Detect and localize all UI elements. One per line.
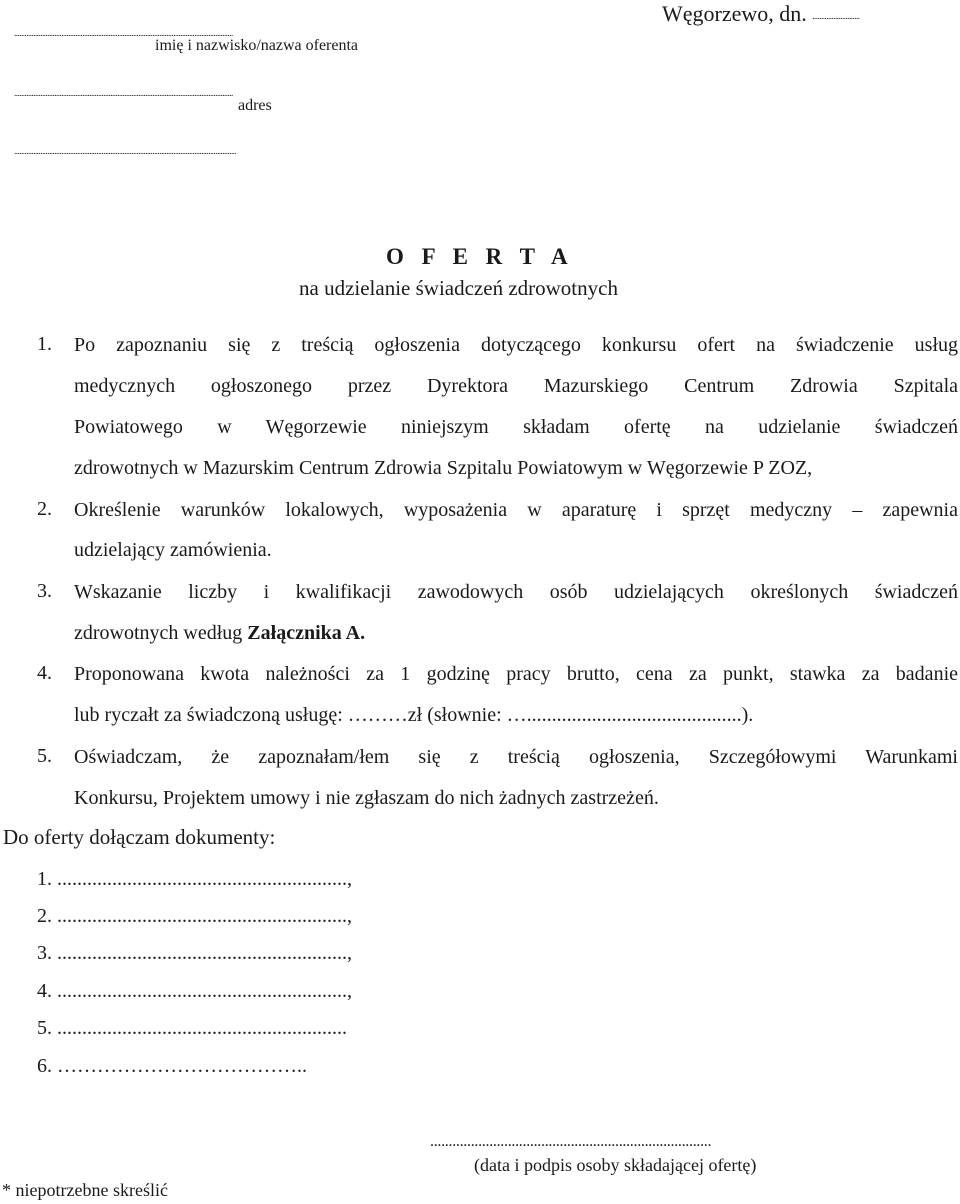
document-title: O F E R T A xyxy=(386,244,574,269)
attachments-header: Do oferty dołączam dokumenty: xyxy=(3,825,276,849)
signature-label: (data i podpis osoby składającej ofertę) xyxy=(474,1155,757,1175)
signature-dotted-line: ............................................................................ xyxy=(430,1133,712,1150)
date-dotted-line: ........................... xyxy=(812,11,860,21)
item-3-line-2-text: zdrowotnych według xyxy=(74,622,248,644)
item-4-line-2: lub ryczałt za świadczoną usługę: ………zł (słownie: …...........................................). xyxy=(74,704,754,726)
item-3-line-2 xyxy=(74,613,958,654)
item-3-line-1: Wskazanie liczby i kwalifikacji zawodowych osób udzielających określonych świadczeń xyxy=(74,581,958,603)
name-dotted-line: ............................................................................................................................. xyxy=(14,28,233,38)
item-2-number: 2. xyxy=(37,498,52,520)
item-4-number: 4. xyxy=(37,662,52,684)
item-3-number: 3. xyxy=(37,580,52,602)
footnote: * niepotrzebne skreślić xyxy=(2,1180,168,1200)
address-label: adres xyxy=(238,97,272,114)
attachment-item-5: 5. .......................................................... xyxy=(37,1017,347,1039)
item-1-number: 1. xyxy=(37,333,52,355)
attachment-item-1: 1. .........................................................., xyxy=(37,868,352,890)
place-date xyxy=(662,1,948,27)
item-5-number: 5. xyxy=(37,745,52,767)
item-1-line-2: medycznych ogłoszonego przez Dyrektora Mazurskiego Centrum Zdrowia Szpitala xyxy=(74,375,958,397)
place-date-label: Węgorzewo, dn. xyxy=(662,1,807,26)
item-3-attachment-ref: Załącznika A. xyxy=(247,622,366,644)
item-2-line-1: Określenie warunków lokalowych, wyposażenia w aparaturę i sprzęt medyczny – zapewnia xyxy=(74,499,958,521)
extra-dotted-line: ............................................................................................................................... xyxy=(14,146,237,156)
attachment-item-2: 2. .........................................................., xyxy=(37,905,352,927)
attachment-item-6: 6. ……………………………….. xyxy=(37,1055,307,1077)
attachment-item-3: 3. .........................................................., xyxy=(37,942,352,964)
document-subtitle: na udzielanie świadczeń zdrowotnych xyxy=(299,276,618,300)
item-1-line-4: zdrowotnych w Mazurskim Centrum Zdrowia Szpitalu Powiatowym w Węgorzewie P ZOZ, xyxy=(74,457,813,479)
item-5-line-1: Oświadczam, że zapoznałam/łem się z treścią ogłoszenia, Szczegółowymi Warunkami xyxy=(74,746,958,768)
item-1-line-1: Po zapoznaniu się z treścią ogłoszenia dotyczącego konkursu ofert na świadczenie usług xyxy=(74,334,958,356)
item-2-line-2: udzielający zamówienia. xyxy=(74,539,272,561)
address-dotted-line: ............................................................................................................................. xyxy=(14,88,233,98)
item-1-line-3: Powiatowego w Węgorzewie niniejszym składam ofertę na udzielanie świadczeń xyxy=(74,416,958,438)
item-4-line-1: Proponowana kwota należności za 1 godzinę pracy brutto, cena za punkt, stawka za badanie xyxy=(74,663,958,685)
attachment-item-4: 4. .........................................................., xyxy=(37,980,352,1002)
name-label: imię i nazwisko/nazwa oferenta xyxy=(155,37,359,54)
item-5-line-2: Konkursu, Projektem umowy i nie zgłaszam do nich żadnych zastrzeżeń. xyxy=(74,787,659,809)
